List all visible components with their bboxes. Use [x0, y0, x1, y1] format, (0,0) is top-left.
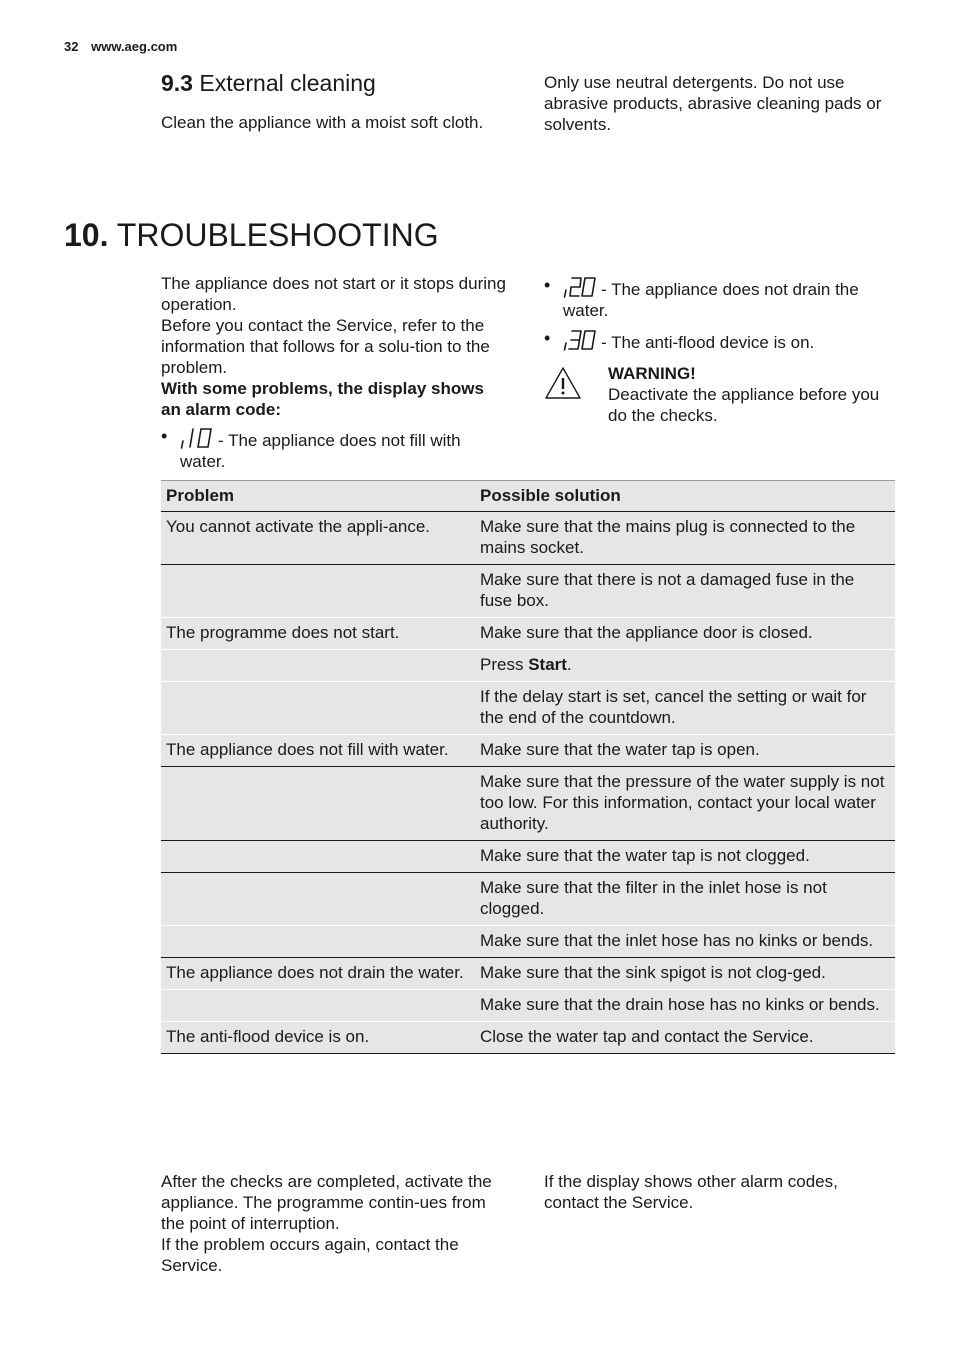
- table-row: [161, 873, 895, 926]
- column-header-solution: Possible solution: [475, 481, 895, 512]
- table-row: [161, 512, 895, 565]
- problem-cell: [161, 767, 475, 841]
- alarm-code-item: [544, 329, 889, 353]
- table-row: [161, 735, 895, 767]
- solution-cell: Make sure that the mains plug is connected to the mains socket.: [475, 512, 895, 565]
- solution-cell: If the delay start is set, cancel the setting or wait for the end of the countdown.: [475, 682, 895, 735]
- alarm-code-item: [161, 427, 506, 472]
- problem-cell: [161, 565, 475, 618]
- other-codes-note: If the display shows other alarm codes, contact the Service.: [544, 1172, 838, 1212]
- alarm-code-item: [544, 276, 889, 321]
- intro-paragraph-2: Before you contact the Service, refer to the information that follows for a solu-tion to the problem.: [161, 316, 490, 377]
- table-row: [161, 841, 895, 873]
- troubleshooting-table: [161, 480, 895, 1054]
- bullet-icon: •: [544, 275, 551, 295]
- problem-cell: The anti-flood device is on.: [161, 1022, 475, 1054]
- alarm-code-text: - The appliance does not fill with water.: [180, 431, 461, 471]
- problem-cell: [161, 841, 475, 873]
- page-header: [64, 39, 177, 54]
- after-checks-paragraph-2: If the problem occurs again, contact the Service.: [161, 1235, 459, 1275]
- table-header-row: [161, 481, 895, 512]
- table-row: [161, 958, 895, 990]
- chapter-heading: [64, 217, 439, 254]
- alarm-code-i30-icon: [563, 329, 599, 351]
- intro-bold-note: With some problems, the display shows an alarm code:: [161, 379, 484, 419]
- table-row: [161, 682, 895, 735]
- bullet-icon: •: [161, 426, 168, 446]
- solution-cell: Make sure that the filter in the inlet hose is not clogged.: [475, 873, 895, 926]
- solution-cell: Make sure that the inlet hose has no kinks or bends.: [475, 926, 895, 958]
- problem-cell: The appliance does not drain the water.: [161, 958, 475, 990]
- problem-cell: [161, 650, 475, 682]
- chapter-title: TROUBLESHOOTING: [116, 217, 439, 253]
- warning-text: Deactivate the appliance before you do the checks.: [608, 385, 880, 425]
- problem-cell: The programme does not start.: [161, 618, 475, 650]
- detergent-note: Only use neutral detergents. Do not use abrasive products, abrasive cleaning pads or solvents.: [544, 73, 882, 134]
- cleaning-instruction: Clean the appliance with a moist soft cloth.: [161, 113, 484, 132]
- problem-cell: [161, 682, 475, 735]
- solution-cell: Make sure that the water tap is open.: [475, 735, 895, 767]
- solution-cell: Close the water tap and contact the Service.: [475, 1022, 895, 1054]
- section-9-3-heading: [161, 70, 376, 97]
- table-row: [161, 565, 895, 618]
- warning-title: WARNING!: [608, 364, 696, 383]
- solution-cell: Make sure that the sink spigot is not clog-ged.: [475, 958, 895, 990]
- section-number: 9.3: [161, 70, 193, 96]
- solution-suffix: .: [566, 655, 572, 674]
- warning-triangle-icon: [544, 366, 582, 400]
- problem-cell: [161, 926, 475, 958]
- section-title: External cleaning: [199, 70, 376, 96]
- intro-right-column: [544, 276, 889, 426]
- intro-paragraph-1: The appliance does not start or it stops during operation.: [161, 274, 506, 314]
- chapter-number: 10.: [64, 217, 109, 253]
- problem-cell: [161, 873, 475, 926]
- solution-cell: Make sure that the water tap is not clogged.: [475, 841, 895, 873]
- table-row: [161, 650, 895, 682]
- column-header-problem: Problem: [161, 481, 475, 512]
- problem-cell: [161, 990, 475, 1022]
- problem-cell: You cannot activate the appli-ance.: [161, 512, 475, 565]
- alarm-code-text: - The appliance does not drain the water.: [563, 280, 859, 320]
- bullet-icon: •: [544, 328, 551, 348]
- site-url: www.aeg.com: [91, 39, 178, 54]
- page-number: 32: [64, 39, 79, 54]
- solution-cell: Make sure that the appliance door is closed.: [475, 618, 895, 650]
- table-row: [161, 990, 895, 1022]
- alarm-code-i20-icon: [563, 276, 599, 298]
- table-row: [161, 1022, 895, 1054]
- solution-cell: [475, 650, 895, 682]
- after-checks-paragraph-1: After the checks are completed, activate the appliance. The programme contin-ues from the point of interruption.: [161, 1172, 492, 1233]
- solution-cell: Make sure that there is not a damaged fuse in the fuse box.: [475, 565, 895, 618]
- warning-box: [544, 363, 889, 426]
- alarm-code-text: - The anti-flood device is on.: [601, 333, 815, 352]
- solution-prefix: Press: [480, 655, 529, 674]
- alarm-code-i10-icon: [180, 427, 216, 449]
- solution-cell: Make sure that the drain hose has no kinks or bends.: [475, 990, 895, 1022]
- start-button-label: Start: [528, 655, 567, 674]
- table-row: [161, 618, 895, 650]
- table-row: [161, 767, 895, 841]
- after-checks-note: [161, 1171, 511, 1276]
- solution-cell: Make sure that the pressure of the water supply is not too low. For this information, contact your local water authority.: [475, 767, 895, 841]
- table-row: [161, 926, 895, 958]
- intro-left-column: [161, 273, 506, 472]
- problem-cell: The appliance does not fill with water.: [161, 735, 475, 767]
